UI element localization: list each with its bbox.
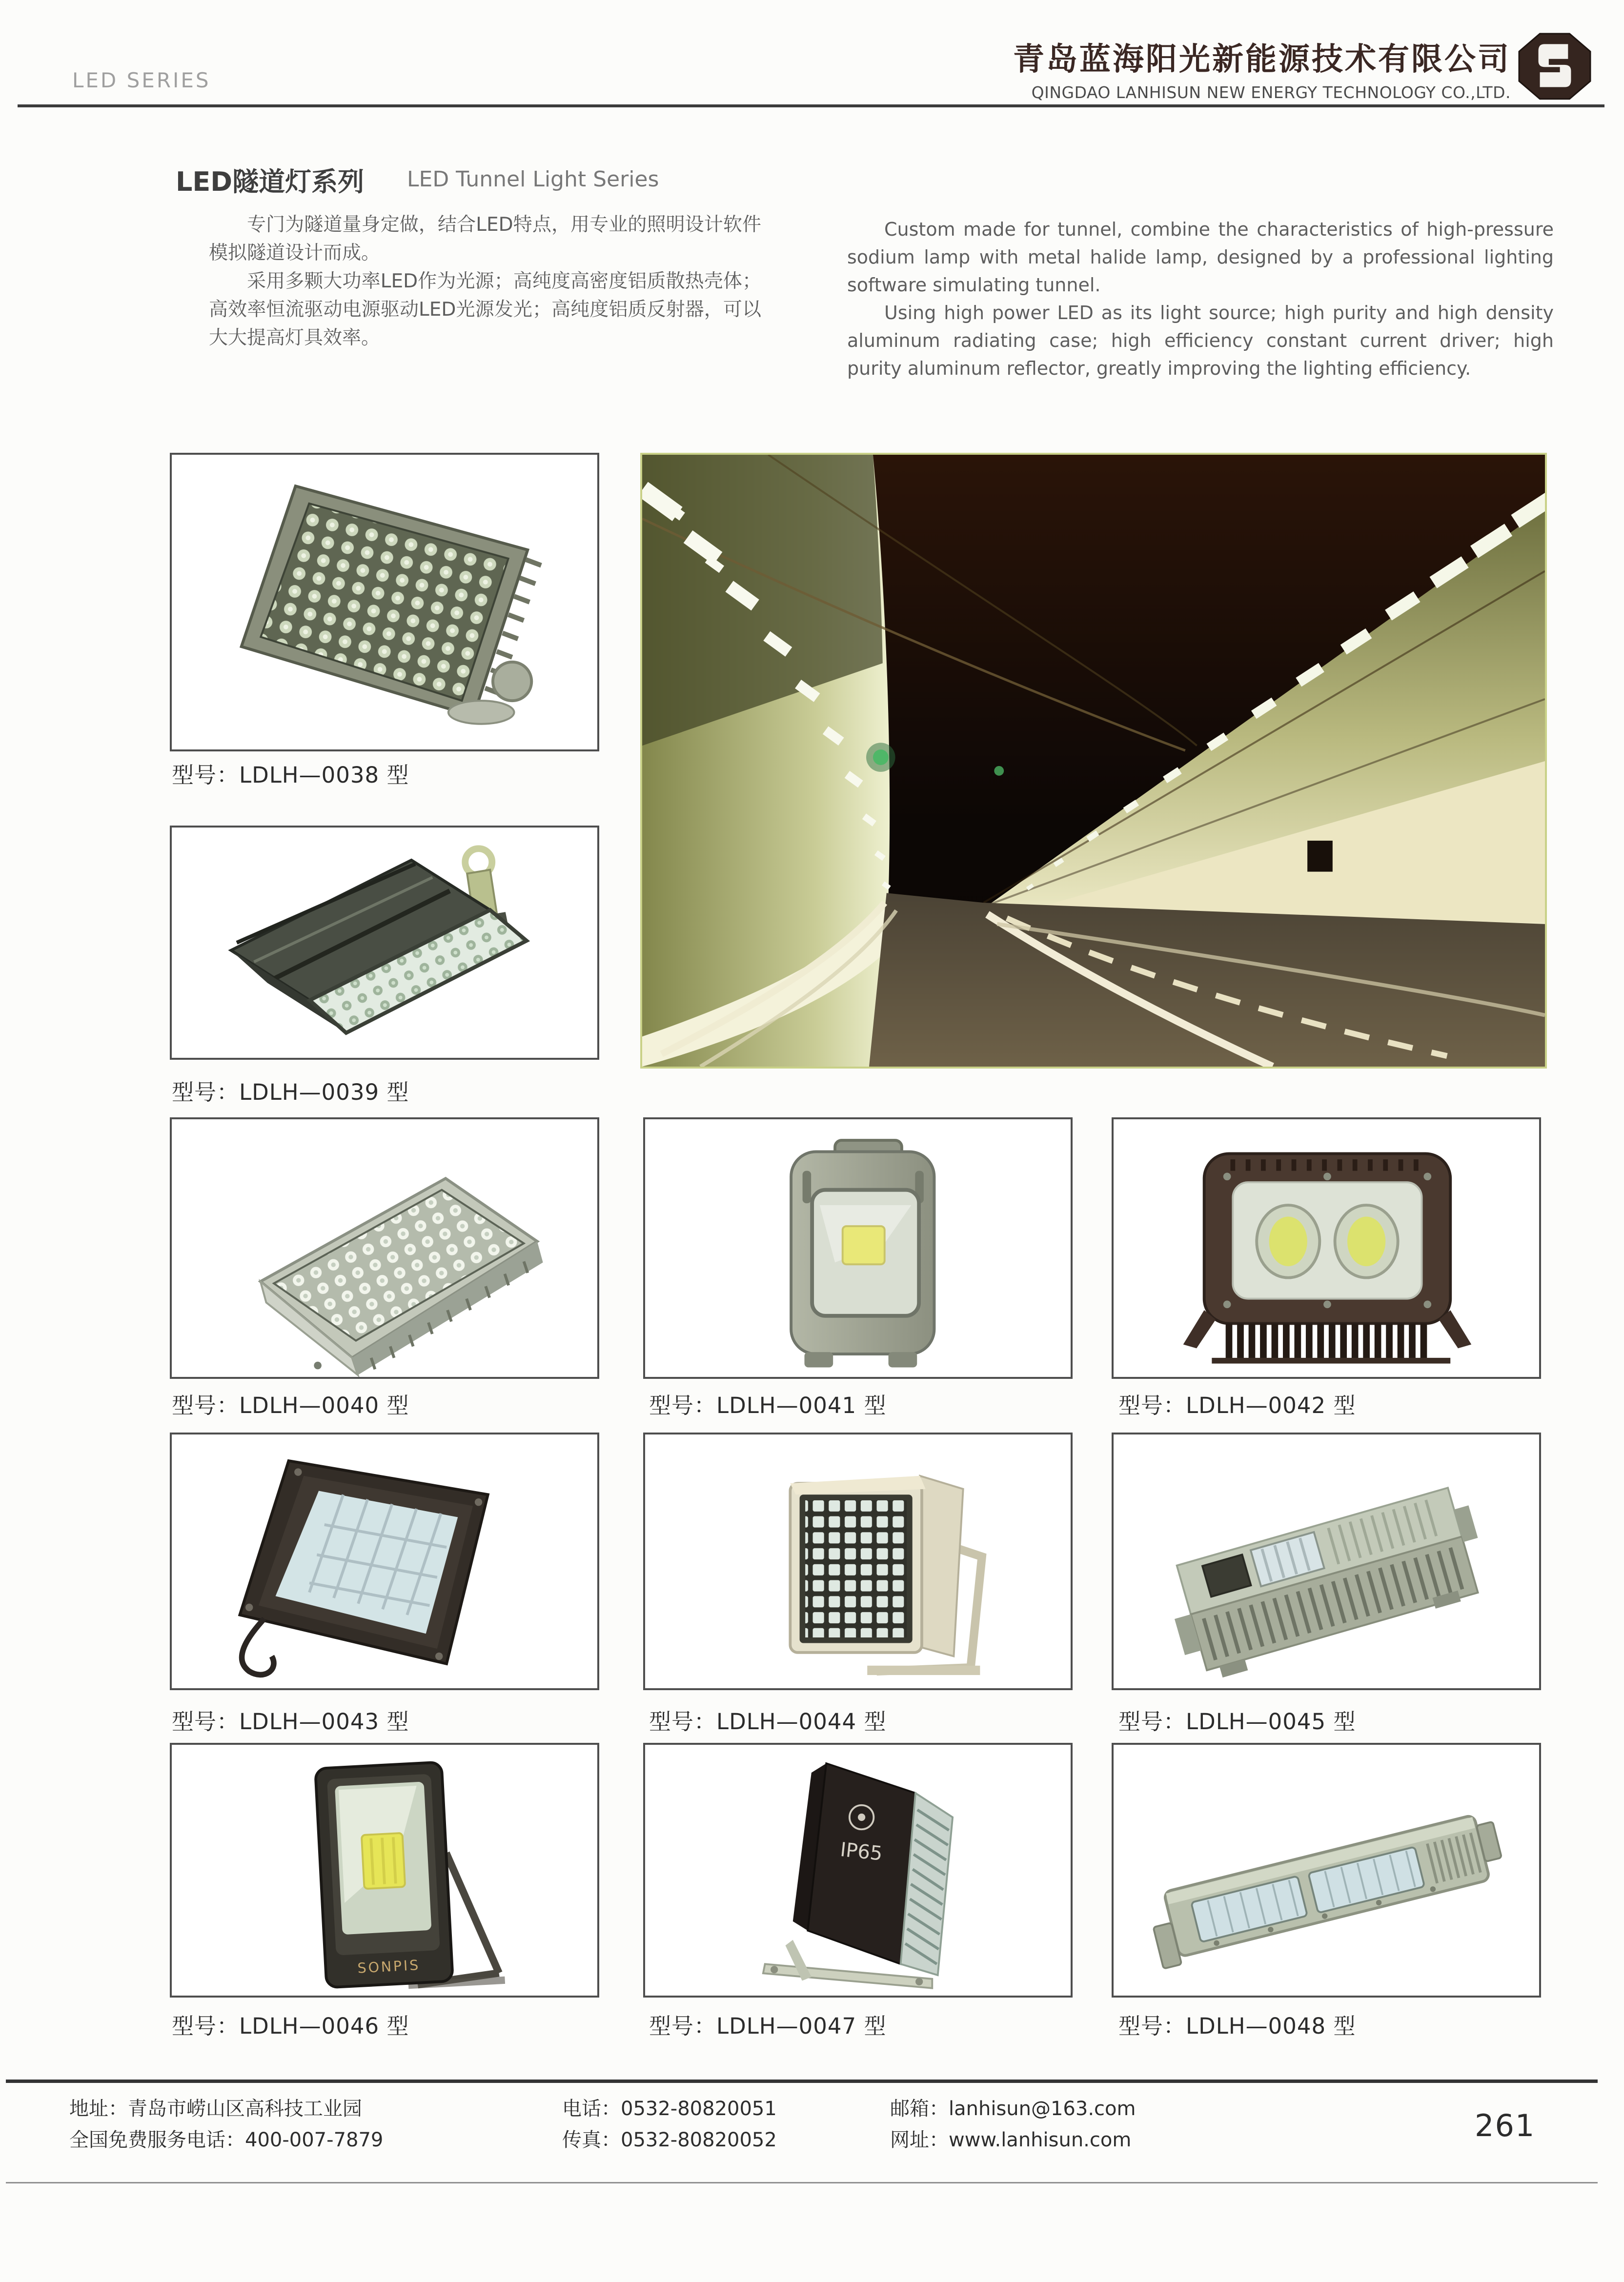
footer-divider-top [6, 2080, 1598, 2083]
intro-cn-paragraph: 采用多颗大功率LED作为光源；高纯度高密度铝质散热壳体；高效率恒流驱动电源驱动LED光源发光；高纯度铝质反射器，可以大大提高灯具效率。 [209, 270, 761, 349]
ldlh-0042-illustration [1114, 1119, 1539, 1377]
intro-text-en [847, 216, 1554, 383]
model-label: 型号：LDLH—0045 型 [1118, 1709, 1356, 1735]
tunnel-photo [640, 453, 1547, 1069]
ldlh-0041-illustration [645, 1119, 1071, 1377]
model-label: 型号：LDLH—0046 型 [172, 2013, 409, 2039]
footer-divider-bottom [6, 2182, 1598, 2183]
product-image-ldlh-0040 [170, 1117, 599, 1379]
brand-text: SONPIS [357, 1956, 421, 1977]
model-label: 型号：LDLH—0048 型 [1118, 2013, 1356, 2039]
model-label: 型号：LDLH—0042 型 [1118, 1393, 1356, 1418]
web-label: 网址： [890, 2129, 949, 2151]
footer-web-block [890, 2093, 1136, 2156]
company-name-en: QINGDAO LANHISUN NEW ENERGY TECHNOLOGY CO.,LTD. [1031, 83, 1511, 102]
ldlh-0047-illustration [645, 1745, 1071, 1996]
footer-phone-line [562, 2093, 777, 2124]
ldlh-0048-illustration [1114, 1745, 1539, 1996]
footer-email-line [890, 2093, 1136, 2124]
email-value: lanhisun@163.com [949, 2098, 1136, 2120]
product-image-ldlh-0042 [1112, 1117, 1541, 1379]
product-image-ldlh-0041 [643, 1117, 1073, 1379]
product-image-ldlh-0045 [1112, 1433, 1541, 1690]
hotline-label: 全国免费服务电话： [69, 2129, 245, 2151]
footer-address-line [69, 2093, 383, 2124]
model-label: 型号：LDLH—0043 型 [172, 1709, 409, 1735]
ldlh-0043-illustration [172, 1434, 597, 1688]
model-label: 型号：LDLH—0039 型 [172, 1079, 409, 1105]
footer-fax-line [562, 2124, 777, 2156]
phone-label: 电话： [562, 2098, 621, 2120]
product-image-ldlh-0046 [170, 1743, 599, 1998]
ldlh-0039-illustration [172, 828, 597, 1058]
address-label: 地址： [69, 2098, 128, 2120]
product-image-ldlh-0038 [170, 453, 599, 751]
model-label: 型号：LDLH—0038 型 [172, 762, 409, 788]
ldlh-0040-illustration [172, 1119, 597, 1377]
ldlh-0038-illustration [172, 455, 597, 749]
product-image-ldlh-0039 [170, 826, 599, 1060]
company-name-cn: 青岛蓝海阳光新能源技术有限公司 [1013, 41, 1511, 78]
intro-en-paragraph: Using high power LED as its light source; high purity and high density aluminum radiating case; high efficiency constant current driver; high purity aluminum reflector, greatly improving the lighting efficiency. [847, 302, 1554, 379]
model-label: 型号：LDLH—0040 型 [172, 1393, 409, 1418]
hotline-value: 400-007-7879 [245, 2129, 384, 2151]
header-divider [18, 104, 1604, 107]
company-block [1013, 34, 1511, 102]
ip65-text: IP65 [839, 1838, 884, 1865]
fax-label: 传真： [562, 2129, 621, 2151]
hexagon-logo-icon [1518, 32, 1592, 101]
company-logo-icon [1518, 32, 1592, 101]
page-number: 261 [1475, 2108, 1536, 2143]
ldlh-0044-illustration [645, 1434, 1071, 1688]
product-image-ldlh-0044 [643, 1433, 1073, 1690]
model-label: 型号：LDLH—0041 型 [649, 1393, 887, 1418]
product-image-ldlh-0047 [643, 1743, 1073, 1998]
product-image-ldlh-0048 [1112, 1743, 1541, 1998]
model-label: 型号：LDLH—0047 型 [649, 2013, 887, 2039]
series-label: LED SERIES [72, 68, 211, 92]
footer-hotline-line [69, 2124, 383, 2156]
footer-phone-block [562, 2093, 777, 2156]
fax-value: 0532-80820052 [621, 2129, 777, 2151]
email-label: 邮箱： [890, 2098, 949, 2120]
footer-website-line [890, 2124, 1136, 2156]
intro-en-paragraph: Custom made for tunnel, combine the characteristics of high-pressure sodium lamp with metal halide lamp, designed by a professional lighting software simulating tunnel. [847, 219, 1554, 296]
product-image-ldlh-0043 [170, 1433, 599, 1690]
ldlh-0045-illustration [1114, 1434, 1539, 1688]
page-title-en: LED Tunnel Light Series [407, 167, 659, 192]
intro-text-cn [209, 211, 761, 352]
web-value: www.lanhisun.com [949, 2129, 1132, 2151]
tunnel-photo-illustration [642, 455, 1545, 1067]
phone-value: 0532-80820051 [621, 2098, 777, 2120]
address-value: 青岛市崂山区高科技工业园 [128, 2098, 362, 2120]
page-title-cn: LED隧道灯系列 [176, 166, 365, 197]
ldlh-0046-illustration [172, 1745, 597, 1996]
model-label: 型号：LDLH—0044 型 [649, 1709, 887, 1735]
footer-address-block [69, 2093, 383, 2156]
intro-cn-paragraph: 专门为隧道量身定做，结合LED特点，用专业的照明设计软件模拟隧道设计而成。 [209, 214, 761, 264]
